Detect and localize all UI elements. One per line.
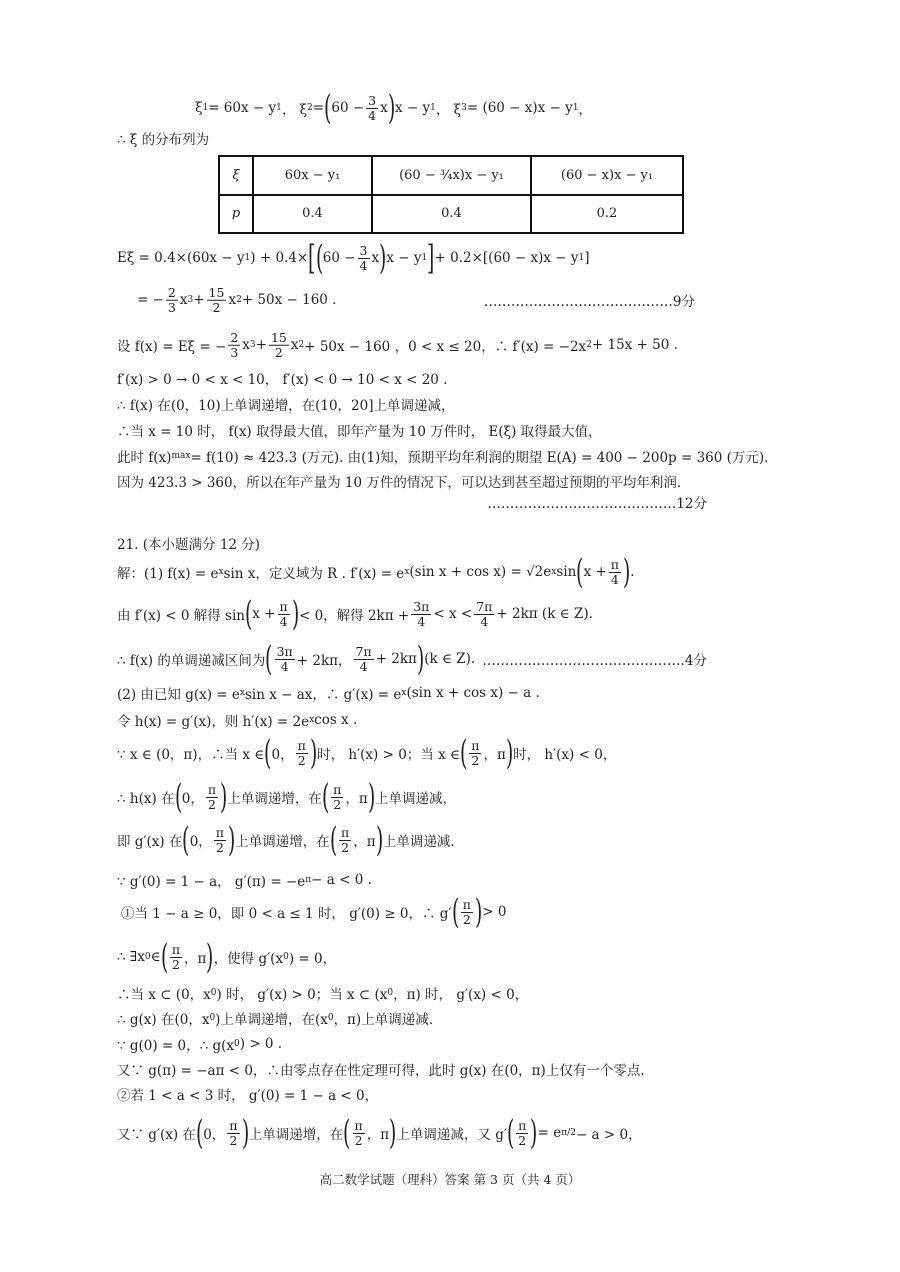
bracket: ) [622,552,631,592]
fraction-numerator: 7π [476,598,493,614]
bracket: ] [427,238,435,278]
fraction-numerator: 15 [208,284,225,300]
bracket: ( [182,820,190,860]
superscript: x [401,688,407,698]
fraction-denominator: 4 [279,613,288,629]
bracket: ) [220,777,228,817]
text-segment: ) > 0 . [239,1036,283,1052]
text-segment: ∴当 x = 10 时， f(x) 取得最大值，即年产量为 10 万件时， E(ξ) 取得最大值， [117,424,602,440]
bracket: ) [530,1113,538,1153]
bracket: ) [387,88,396,128]
fraction-denominator: 2 [215,839,224,855]
bracket: ( [264,733,272,773]
fraction [358,244,370,273]
text-segment: 此时 f(x) [117,450,172,466]
text-line-conclusion [117,471,681,491]
subscript: 1 [202,103,209,113]
superscript: x [218,567,224,577]
text-segment: ξ [195,100,203,116]
score-marker: ……………………………………9分 [483,294,695,310]
subscript: 1 [578,253,585,263]
text-line-case2-cont [117,1113,642,1153]
text-segment: 又∵ g′(x) 在 [117,1127,196,1143]
fraction [516,1119,528,1148]
text-segment: + 15x + 50 . [591,337,678,353]
text-line-max-value [117,420,602,440]
bracket: [ [308,238,316,278]
text-segment: ， ξ [281,102,308,118]
text-segment: < x < [433,606,473,622]
fraction-denominator: 2 [341,839,350,855]
table-cell: p [219,195,253,234]
text-segment: ) 时， g′(x) > 0；当 x ⊂ (x [216,987,388,1003]
text-segment: ) + 0.4× [250,250,309,266]
fraction-numerator: 7π [355,643,372,659]
text-segment: 由 f′(x) < 0 解得 sin [117,608,246,624]
table-row [219,195,683,234]
fraction-numerator: 2 [230,329,239,345]
text-segment: = f(10) ≈ 423.3 (万元). 由(1)知，预期平均年利润的期望 E(A) = 400 − 200p = 360 (万元). [190,450,769,466]
text-segment: + 2kπ [375,651,417,667]
bracket: ) [505,733,514,773]
subscript: 1 [421,253,428,263]
bracket: ( [451,892,459,932]
text-segment: 上单调递增，在 [248,1127,344,1143]
text-segment: 0， [181,791,204,807]
subscript: 1 [572,103,579,113]
fraction-numerator: π [341,824,350,840]
text-segment: )上单调递增，在(x [215,1012,328,1028]
text-segment: 0， [271,747,294,763]
fraction-numerator: π [518,1117,527,1133]
text-segment: 即 g′(x) 在 [117,834,183,850]
subscript: 1 [430,103,436,113]
fraction-denominator: 2 [229,1132,238,1148]
bracket: ) [379,238,387,278]
text-segment: 上单调递减， [374,791,456,807]
text-segment: x [228,292,237,308]
text-line-expectation-result [137,286,336,315]
text-line-let-h [117,710,357,730]
text-line-distribution-intro [117,128,209,148]
fraction [609,558,621,587]
fraction-numerator: π [471,737,480,753]
subscript: 0 [387,988,394,998]
fraction-numerator: 3 [368,92,377,108]
fraction-denominator: 3 [230,344,239,360]
fraction-denominator: 2 [333,796,342,812]
text-segment: x [179,292,188,308]
bracket: ) [228,820,236,860]
text-segment: x − y [395,100,431,116]
subscript: 0 [210,988,217,998]
text-line-g-monotonic [117,1008,433,1028]
fraction-denominator: 4 [368,107,377,123]
fraction [469,739,481,768]
text-segment: ∴ ξ 的分布列为 [117,132,210,148]
fraction-numerator: π [462,896,471,912]
text-segment: + 2kπ (k ∈ Z). [496,606,593,622]
text-segment: ②若 1 < a < 3 时， g′(0) = 1 − a < 0， [117,1088,379,1104]
text-segment: sin x − ax，∴ g′(x) = e [244,687,402,703]
text-segment: ∵ x ∈ (0，π)，∴当 x ∈ [117,747,265,763]
text-line-monotonic [117,394,455,414]
text-segment: 0， [203,1127,226,1143]
text-segment: + 50x − 160 ，0 < x ≤ 20，∴ f′(x) = −2x [304,339,587,355]
fraction [206,783,218,812]
bracket: ) [206,937,214,977]
distribution-table [218,155,684,234]
bracket: ( [459,733,468,773]
fraction-numerator: π [354,1117,363,1133]
text-segment: 又∵ g(π) = −aπ < 0，∴由零点存在性定理可得，此时 g(x) 在(0，π)上仅有一个零点. [117,1063,645,1079]
superscript: 2 [586,340,592,350]
text-segment: ∴当 x ⊂ (0，x [117,987,211,1003]
subscript: 0 [209,1013,216,1023]
fraction-denominator: 2 [274,344,283,360]
text-segment: (sin x + cos x) = √2e [409,564,552,580]
text-line-set-f [117,331,678,360]
fraction-numerator: 3π [413,598,430,614]
bracket: ) [375,820,383,860]
text-segment: ①当 1 − a ≥ 0，即 0 < a ≤ 1 时， g′(0) ≥ 0，∴ g′ [121,906,452,922]
superscript: x [551,567,557,577]
text-segment: sin x，定义域为 R . f′(x) = e [223,566,405,582]
fraction [227,1119,239,1148]
fraction [214,826,226,855]
text-line-h-sign [117,733,617,773]
fraction [228,331,240,360]
text-segment: (k ∈ Z). [424,651,476,667]
text-segment: 21. (本小题满分 12 分) [117,537,261,553]
bracket: ( [329,820,338,860]
fraction-denominator: 3 [167,299,176,315]
superscript: 2 [236,295,242,305]
fraction [331,783,343,812]
subscript: 0 [327,1013,334,1023]
table-cell: 0.4 [253,195,372,234]
text-segment: 上单调递减，又 g′ [396,1127,507,1143]
superscript: 3 [187,295,194,305]
subscript: 0 [283,952,289,962]
subscript: 1 [244,253,251,263]
superscript: 2 [298,340,305,350]
subscript: 0 [234,1039,240,1049]
fraction-denominator: 2 [208,796,216,812]
fraction-denominator: 4 [280,658,289,674]
superscript: π [305,875,312,885]
fraction-numerator: 15 [270,329,287,345]
table-row [219,156,683,195]
bracket: ( [265,639,273,679]
bracket: ) [416,639,425,679]
text-line-g-zero [117,1034,282,1054]
text-segment: x − y [386,250,422,266]
text-segment: x [371,250,380,266]
text-segment: x + [583,564,607,580]
text-segment: 上单调递增，在 [235,834,330,850]
bracket: ) [474,892,483,932]
fraction [269,331,289,360]
text-segment: − a > 0， [575,1127,642,1143]
superscript: x [239,688,245,698]
text-segment: = e [537,1125,562,1141]
fraction-denominator: 2 [212,299,221,315]
text-line-gprime-values [117,870,372,890]
fraction-denominator: 4 [359,257,368,273]
fraction [339,826,351,855]
bracket: ( [245,594,253,634]
text-segment: (2) 由已知 g(x) = e [117,687,240,703]
fraction-denominator: 4 [359,658,368,674]
table-cell: 0.4 [372,195,531,234]
text-line-exists-x0 [117,937,337,977]
fraction-denominator: 2 [518,1132,527,1148]
fraction [207,286,227,315]
text-line-expectation [117,238,590,278]
text-segment: + [255,337,267,353]
text-segment: 0， [189,834,212,850]
fraction-denominator: 2 [354,1132,363,1148]
text-segment: ∴ h(x) 在 [117,791,175,807]
fraction [296,739,308,768]
text-segment: = [312,100,325,116]
text-line-xi-values [195,88,593,128]
bracket: ) [389,1113,397,1153]
fraction-denominator: 2 [297,752,306,768]
text-line-q21-part2 [117,683,540,703]
text-segment: ∴ f(x) 的单调递减区间为 [117,653,266,669]
bracket: ( [576,552,584,592]
subscript: 2 [307,103,313,113]
table-cell: ξ [219,156,253,195]
text-segment: 60 − [331,100,365,116]
text-segment: ∴ ∃x [117,949,145,965]
text-segment: f′(x) > 0 → 0 < x < 10， f′(x) < 0 → 10 < x < 20 . [117,372,448,388]
text-segment: ∴ g(x) 在(0，x [117,1012,210,1028]
text-segment: . [630,564,635,580]
bracket: ) [309,733,318,773]
text-segment: = (60 − x)x − y [466,100,573,116]
table-cell: (60 − ¾x)x − y₁ [372,156,531,195]
text-segment: + [193,292,205,308]
text-segment: (sin x + cos x) − a . [406,685,540,701]
text-segment: ∵ g′(0) = 1 − a， g′(π) = −e [117,874,306,890]
text-line-q21-heading [117,533,260,553]
text-segment: ，π [184,951,207,967]
text-segment: 令 h(x) = g′(x)，则 h′(x) = 2e [117,714,310,730]
text-segment: 设 f(x) = Eξ = − [117,339,227,355]
fraction [278,600,290,629]
fraction-numerator: π [610,556,619,572]
text-segment: ∈ [150,949,161,965]
bracket: ) [367,777,375,817]
text-line-derivative-sign [117,368,447,388]
fraction-numerator: 3 [359,242,368,258]
fraction-denominator: 2 [462,911,471,927]
table-cell: 60x − y₁ [253,156,372,195]
text-segment: cos x . [314,712,358,728]
superscript: x [404,567,410,577]
fraction-numerator: π [297,737,306,753]
text-segment: x [290,337,299,353]
subscript: 3 [461,103,467,113]
bracket: ( [315,238,323,278]
bracket: ) [241,1113,249,1153]
text-segment: Eξ = 0.4×(60x − y [117,250,245,266]
fraction [354,645,374,674]
text-segment: 时， h′(x) < 0， [513,747,617,763]
bracket: ( [321,777,330,817]
bracket: ( [506,1113,515,1153]
text-line-h-monotonic [117,777,456,817]
fraction-denominator: 2 [471,752,480,768]
text-segment: ，使得 g′(x [213,951,284,967]
fraction-numerator: π [279,598,288,614]
bracket: ) [291,594,299,634]
fraction [275,645,295,674]
text-segment: 上单调递增，在 [227,791,322,807]
fraction-numerator: 3π [276,643,293,659]
subscript: max [171,451,191,461]
text-segment: ) = 0， [288,951,337,967]
bracket: ( [195,1113,204,1153]
fraction-numerator: 2 [167,284,176,300]
text-segment: ∵ g(0) = 0，∴ g(x [117,1038,235,1054]
fraction-numerator: π [229,1117,238,1133]
text-segment: 时， h′(x) > 0；当 x ∈ [317,747,460,763]
text-segment: x [380,100,388,116]
text-segment: 上单调递减. [382,834,455,850]
text-segment: ] [584,250,590,266]
text-line-case1 [121,892,507,932]
text-line-q21-part1 [117,552,635,592]
superscript: π/2 [561,1128,576,1138]
text-segment: sin [556,564,577,580]
text-segment: < 0，解得 2kπ + [298,608,410,624]
subscript: 0 [144,952,151,962]
text-segment: ，π [353,834,376,850]
bracket: ( [343,1113,351,1153]
fraction-denominator: 4 [417,613,426,629]
fraction-denominator: 4 [480,613,489,629]
text-segment: = − [137,292,164,308]
text-segment: ，π)上单调递减. [333,1012,433,1028]
text-segment: ， [578,102,593,118]
table-cell: 0.2 [531,195,683,234]
page-footer: 高二数学试题（理科）答案 第 3 页（共 4 页） [319,1172,581,1187]
text-segment: 解：(1) f(x) = e [117,566,219,582]
text-segment: − a < 0 . [311,872,372,888]
text-segment: x [242,337,250,353]
text-line-q21-interval [117,639,476,679]
text-line-g-pi [117,1059,645,1079]
fraction [166,286,178,315]
score-marker: ……………………………………12分 [487,496,707,512]
text-line-q21-solve [117,594,593,634]
fraction [411,600,431,629]
text-line-case2 [117,1084,378,1104]
text-segment: ，π [366,1127,390,1143]
text-segment: ∴ f(x) 在(0，10)上单调递增，在(10，20]上单调递减， [117,398,455,414]
text-segment: ， ξ [435,102,462,118]
text-segment: x + [252,606,276,622]
text-segment: 60 − [322,250,356,266]
fraction-numerator: π [171,941,181,957]
fraction-numerator: π [215,824,225,840]
text-segment: = 60x − y [208,100,277,116]
text-segment: 因为 423.3 > 360，所以在年产量为 10 万件的情况下，可以达到甚至超过预期的平均年利润. [117,475,682,491]
fraction [170,943,182,972]
text-line-gprime-monotonic [117,820,455,860]
text-segment: + 50x − 160 . [241,292,337,308]
fraction [461,898,473,927]
superscript: 3 [249,340,256,350]
subscript: 1 [276,103,282,113]
text-segment: + 2kπ， [296,653,352,669]
bracket: ( [160,937,168,977]
fraction [353,1119,365,1148]
text-segment: ，π [345,791,368,807]
text-segment: + 0.2×[(60 − x)x − y [434,250,579,266]
fraction-numerator: π [207,781,217,797]
bracket: ( [174,777,182,817]
superscript: x [309,715,315,725]
text-segment: ，π) 时， g′(x) < 0， [393,987,529,1003]
text-line-max-compare [117,446,768,466]
table-cell: (60 − x)x − y₁ [531,156,683,195]
fraction [366,94,378,123]
fraction-denominator: 4 [610,571,619,587]
fraction-numerator: π [333,781,342,797]
score-marker: ………………………………………4分 [482,653,707,669]
text-line-gprime-sign [117,983,528,1003]
text-segment: ，π [483,747,506,763]
fraction [474,600,494,629]
bracket: ( [324,88,332,128]
fraction-denominator: 2 [171,956,180,972]
text-segment: > 0 [482,904,507,920]
